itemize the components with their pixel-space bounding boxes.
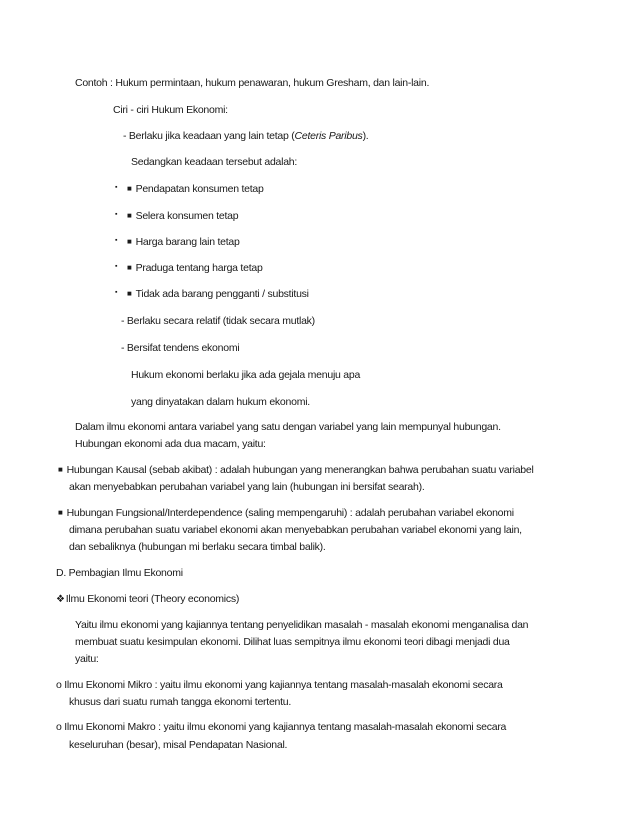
square-bullet-icon: ■ — [127, 237, 132, 246]
square-bullet-icon: ■ — [127, 263, 132, 272]
list-item — [127, 287, 309, 301]
paragraph-line: membuat suatu kesimpulan ekonomi. Dilihat luas sempitnya ilmu ekonomi teori dibagi menjadi dua — [75, 636, 510, 648]
small-dot-icon: ▪ — [115, 263, 118, 270]
list-item — [127, 182, 264, 196]
list-item-label: Harga barang lain tetap — [135, 236, 240, 248]
list-item-label: Selera konsumen tetap — [135, 210, 239, 222]
paragraph-line: yaitu: — [75, 653, 99, 665]
fungsional-line: ■ Hubungan Fungsional/Interdependence (saling mempengaruhi) : adalah perubahan variabel ekonomi — [58, 507, 514, 519]
makro-line: o Ilmu Ekonomi Makro : yaitu ilmu ekonomi yang kajiannya tentang masalah-masalah ekonomi secara — [56, 721, 507, 733]
list-item — [127, 209, 238, 223]
berlaku-text-b: ). — [362, 130, 369, 142]
diamond-bullet-icon: ❖ — [56, 594, 65, 605]
ceteris-paribus-text: Ceteris Paribus — [294, 130, 363, 142]
paragraph-line: Hubungan ekonomi ada dua macam, yaitu: — [75, 438, 266, 450]
hukum-line: Hukum ekonomi berlaku jika ada gejala menuju apa — [131, 369, 361, 381]
kausal-line: ■ Hubungan Kausal (sebab akibat) : adalah hubungan yang menerangkan bahwa perubahan suatu variabel — [58, 464, 534, 476]
mikro-line-2: khusus dari suatu rumah tangga ekonomi tertentu. — [69, 696, 292, 708]
makro-line-2: keseluruhan (besar), misal Pendapatan Nasional. — [69, 739, 288, 751]
yang-line: yang dinyatakan dalam hukum ekonomi. — [131, 396, 310, 408]
fungsional-line-3: dan sebaliknya (hubungan mi berlaku secara timbal balik). — [69, 541, 326, 553]
fungsional-line-2: dimana perubahan suatu variabel ekonomi akan menyebabkan perubahan variabel ekonomi yang lain, — [69, 524, 522, 536]
kausal-line-2: akan menyebabkan perubahan variabel yang lain (hubungan ini bersifat searah). — [69, 481, 425, 493]
square-bullet-icon: ■ — [58, 465, 63, 474]
paragraph-line: Dalam ilmu ekonomi antara variabel yang satu dengan variabel yang lain mempunyal hubungan. — [75, 421, 501, 433]
square-bullet-icon: ■ — [127, 184, 132, 193]
list-item-label: Tidak ada barang pengganti / substitusi — [135, 288, 309, 300]
mikro-line: o Ilmu Ekonomi Mikro : yaitu ilmu ekonomi yang kajiannya tentang masalah-masalah ekonomi secara — [56, 679, 503, 691]
list-item-label: Praduga tentang harga tetap — [135, 262, 263, 274]
small-dot-icon: ▪ — [115, 237, 118, 244]
paragraph-line: Yaitu ilmu ekonomi yang kajiannya tentang penyelidikan masalah - masalah ekonomi menganalisa dan — [75, 619, 529, 631]
small-dot-icon: ▪ — [115, 184, 118, 191]
list-item-label: Pendapatan konsumen tetap — [135, 183, 264, 195]
bersifat-line: - Bersifat tendens ekonomi — [121, 342, 240, 354]
berlaku-text-a: - Berlaku jika keadaan yang lain tetap ( — [123, 130, 295, 142]
relatif-line: - Berlaku secara relatif (tidak secara mutlak) — [121, 315, 315, 327]
ciri-heading: Ciri - ciri Hukum Ekonomi: — [113, 104, 228, 116]
section-d-heading: D. Pembagian Ilmu Ekonomi — [56, 567, 183, 579]
contoh-line: Contoh : Hukum permintaan, hukum penawaran, hukum Gresham, dan lain-lain. — [75, 77, 430, 89]
list-item — [127, 261, 263, 275]
berlaku-line — [123, 129, 368, 143]
square-bullet-icon: ■ — [127, 289, 132, 298]
small-dot-icon: ▪ — [115, 289, 118, 296]
square-bullet-icon: ■ — [127, 211, 132, 220]
sedangkan-line: Sedangkan keadaan tersebut adalah: — [131, 156, 298, 168]
list-item — [127, 235, 240, 249]
square-bullet-icon: ■ — [58, 508, 63, 517]
teori-heading: ❖Ilmu Ekonomi teori (Theory economics) — [56, 593, 240, 605]
small-dot-icon: ▪ — [115, 211, 118, 218]
